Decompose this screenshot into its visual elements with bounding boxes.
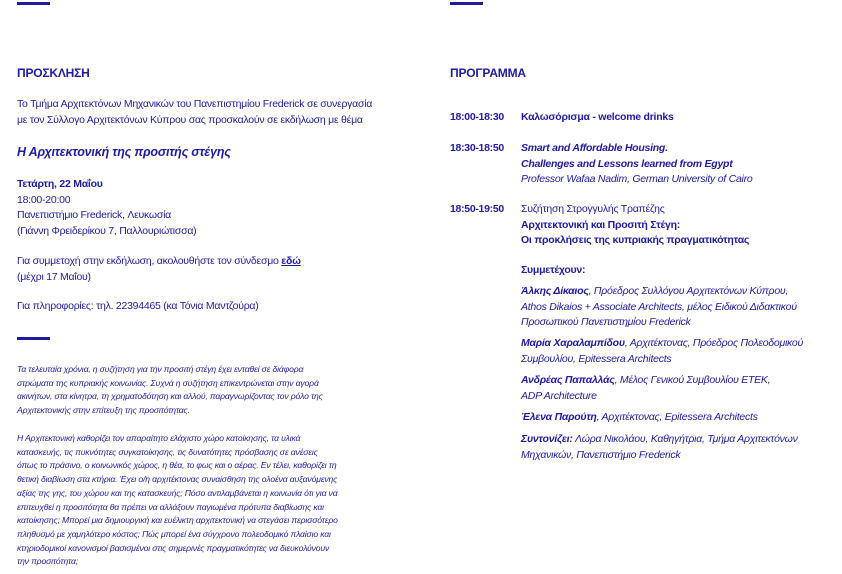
paragraph-line: Η Αρχιτεκτονική καθορίζει τον απαραίτητο ελάχιστο χώρο κατοίκησης, τα υλικά — [17, 433, 301, 443]
event-address: (Γιάννη Φρειδερίκου 7, Παλλουριώτισσα) — [17, 224, 197, 237]
registration-block — [17, 254, 301, 285]
registration-deadline: (μέχρι 17 Μαΐου) — [17, 270, 91, 283]
participant-line: Προσωπικού Πανεπιστημίου Frederick — [521, 316, 691, 328]
session-line: Αρχιτεκτονική και Προσιτή Στέγη: — [521, 218, 681, 231]
session-line: Καλωσόρισμα - welcome drinks — [521, 111, 674, 123]
intro-text — [17, 97, 372, 128]
right-top-divider — [450, 2, 483, 5]
participant-desc: , Μέλος Γενικού Συμβουλίου ΕΤΕΚ, — [614, 374, 771, 386]
participant-line — [521, 373, 770, 389]
session-line: Challenges and Lessons learned from Egypt — [521, 157, 733, 170]
participant-name: Μαρία Χαραλαμπίδου — [521, 337, 625, 349]
program-heading: ΠΡΟΓΡΑΜΜΑ — [450, 66, 526, 80]
paragraph-line: Τα τελευταία χρόνια, η συζήτηση για την προσιτή στέγη έχει ενταθεί σε διάφορα — [17, 364, 304, 374]
coordinator-label: Συντονίζει: — [521, 433, 573, 445]
session-line: Smart and Affordable Housing. — [521, 142, 668, 154]
description-paragraph-1 — [17, 363, 323, 418]
paragraph-line: πληθυσμό με χαμηλότερο κόστος; Πώς μπορεί ένα σύγχρονο πολεοδομικό πλαίσιο και — [17, 528, 331, 539]
session-line: Professor Wafaa Nadim, German University of Cairo — [521, 173, 753, 185]
session-time: 18:30-18:50 — [450, 142, 504, 154]
participant-line — [521, 336, 803, 352]
participant-entry — [521, 284, 797, 331]
intro-line: με τον Σύλλογο Αρχιτεκτόνων Κύπρου σας προσκαλούν σε εκδήλωση με θέμα — [17, 113, 363, 126]
left-top-divider — [17, 2, 50, 5]
event-title: Η Αρχιτεκτονική της προσιτής στέγης — [17, 145, 231, 159]
paragraph-line: στρώματα της κυπριακής κοινωνίας. Συχνά η συζήτηση επικεντρώνεται στην αγορά — [17, 377, 319, 388]
participant-line — [521, 410, 758, 426]
session-details — [521, 202, 749, 249]
participant-entry — [521, 410, 758, 426]
paragraph-line: κατοίκησης; Μπορεί μια δημιουργική και ευέλικτη αρχιτεκτονική να στεγάσει περισσότερο — [17, 515, 338, 526]
paragraph-line: επιτευχθεί η προσιτότητα θα πρέπει να αλλάξουν παγιωμένα πρότυπα διαβίωσης και — [17, 501, 324, 512]
paragraph-line: κτηριοδομικοί κανονισμοί βασισμένοι στις σημερινές πραγματικότητες να διευκολύνουν — [17, 542, 330, 553]
paragraph-line: κατασκευής, τις πυκνότητες συγκατοίκησης, τις δυνατότητες πρόσβασης σε ανέσεις — [17, 446, 318, 457]
paragraph-line: την προσιτότητα; — [17, 556, 78, 567]
event-date: Τετάρτη, 22 Μαΐου — [17, 178, 103, 190]
description-paragraph-2 — [17, 432, 338, 569]
paragraph-line: ακινήτων, στα κίνητρα, τη χρηματοδότηση και αλλού, παραγνωρίζοντας τον ρόλο της — [17, 391, 323, 402]
session-time: 18:50-19:50 — [450, 203, 504, 215]
paragraph-line: αξίας της γης, του χώρου και της κατασκευής; Πόσο αντιλαμβάνεται η κοινωνία ότι για να — [17, 487, 338, 498]
participant-line: Athos Dikaios + Associate Architects, μέλος Ειδικού Διδακτικού — [521, 300, 797, 313]
session-time: 18:00-18:30 — [450, 111, 504, 123]
participant-line: Συμβουλίου, Epitessera Architects — [521, 352, 672, 365]
coordinator-line: Μηχανικών, Πανεπιστήμιο Frederick — [521, 448, 681, 461]
event-venue: Πανεπιστήμιο Frederick, Λευκωσία — [17, 209, 172, 221]
registration-line — [17, 254, 301, 270]
intro-line: Το Τμήμα Αρχιτεκτόνων Μηχανικών του Πανεπιστημίου Frederick σε συνεργασία — [17, 98, 373, 110]
left-mid-divider — [17, 337, 50, 340]
participant-name: Άλκης Δίκαιος — [521, 285, 589, 297]
event-details — [17, 177, 196, 239]
participants-label: Συμμετέχουν: — [521, 264, 586, 276]
registration-text: Για συμμετοχή στην εκδήλωση, ακολουθήστε τον σύνδεσμο — [17, 255, 282, 267]
participant-entry — [521, 336, 803, 367]
info-line: Για πληροφορίες: τηλ. 22394465 (κα Τόνια Μαντζούρα) — [17, 300, 259, 312]
event-time: 18:00-20:00 — [17, 193, 71, 206]
session-line: Συζήτηση Στρογγυλής Τραπέζης — [521, 203, 665, 215]
coordinator-line — [521, 432, 798, 448]
participant-desc: , Πρόεδρος Συλλόγου Αρχιτεκτόνων Κύπρου, — [588, 285, 789, 297]
participant-entry — [521, 373, 770, 404]
paragraph-line: θετική διαβίωση στα κτήρια. Έχει ο/η αρχιτέκτονας συναίσθηση της ολοένα αυξανόμενης — [17, 474, 338, 485]
participant-line — [521, 284, 797, 300]
invitation-heading: ΠΡΟΣΚΛΗΣΗ — [17, 66, 90, 80]
session-details — [521, 141, 752, 188]
paragraph-line: όπως το πράσινο, ο κοινωνικός χώρος, η θέα, το φως και ο αέρας. Εν τέλει, καθορίζει τη — [17, 460, 337, 471]
session-details — [521, 110, 674, 126]
participant-desc: , Αρχιτέκτονας, Πρόεδρος Πολεοδομικού — [624, 337, 804, 349]
participant-name: Ανδρέας Παπαλλάς — [521, 374, 615, 386]
paragraph-line: Αρχιτεκτονικής στην επίτευξη της προσιτότητας. — [17, 405, 190, 416]
participant-line: ADP Architecture — [521, 389, 597, 402]
participant-name: Έλενα Παρούτη — [521, 411, 597, 423]
registration-link[interactable]: εδώ — [281, 255, 301, 267]
coordinator-desc: Λώρα Νικολάου, Καθηγήτρια, Τμήμα Αρχιτεκτόνων — [572, 433, 798, 445]
coordinator-entry — [521, 432, 798, 463]
session-line: Οι προκλήσεις της κυπριακής πραγματικότητας — [521, 234, 750, 246]
participant-desc: , Αρχιτέκτονας, Epitessera Architects — [596, 411, 758, 423]
